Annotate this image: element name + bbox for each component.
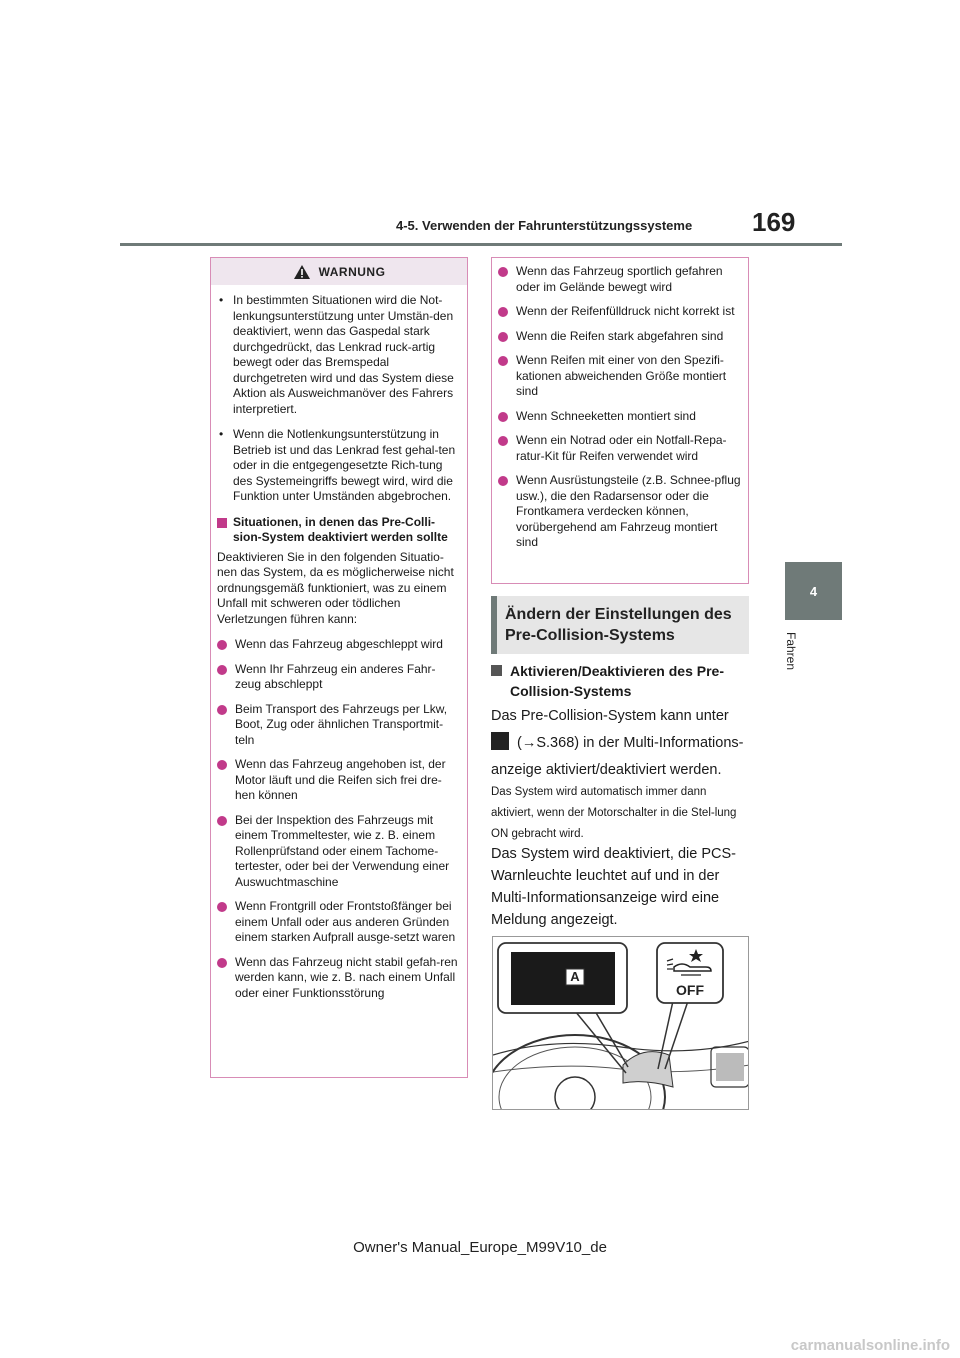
list-item: Wenn Reifen mit einer von den Spezifi-kationen abweichenden Größe montiert sind (498, 353, 742, 400)
chapter-label: Fahren (784, 631, 799, 671)
dashboard-illustration (492, 936, 749, 1110)
list-item: Wenn Ihr Fahrzeug ein anderes Fahr-zeug abschleppt (217, 662, 461, 693)
warning-body (211, 285, 467, 1001)
body-paragraph-2: Das System wird deaktiviert, die PCS-Warnleuchte leuchtet auf und in der Multi-Informationsanzeige wird eine Meldung angezeigt. (491, 846, 736, 928)
chapter-tab[interactable] (785, 562, 842, 620)
list-item: Wenn das Fahrzeug angehoben ist, der Motor läuft und die Reifen sich frei dre-hen können (217, 757, 461, 804)
list-item: Wenn das Fahrzeug abgeschleppt wird (217, 637, 461, 653)
square-bullet-icon (217, 518, 227, 528)
warning-bullet: • Wenn die Notlenkungsunterstützung in Betrieb ist und das Lenkrad fest gehal-ten oder in die entgegengesetzte Rich-tung des Systemeingriffs bewegt wird, wird die Funktion unter Umständen abgebrochen. (219, 427, 456, 503)
dashboard-drawing (493, 937, 749, 1110)
callout-label: A (570, 969, 580, 984)
watermark: carmanualsonline.info (790, 1337, 950, 1354)
off-indicator-text: OFF (676, 982, 704, 998)
list-item: Bei der Inspektion des Fahrzeugs mit einem Trommeltester, wie z. B. einem Rollenprüfstand oder einem Tachome-tertester, oder bei der Verwendung einer Auswuchtmaschine (217, 813, 461, 891)
warning-bullet: • In bestimmten Situationen wird die Not-lenkungsunterstützung unter Umstän-den deaktiviert, wenn das Gaspedal stark durchgedrückt, das Lenkrad ruck-artig bewegt oder das Bremspedal durchgetreten wird und das System diese Aktion als Ausweichmanöver des Fahrers interpretiert. (219, 293, 454, 416)
square-bullet-icon (491, 665, 502, 676)
section-heading: Ändern der Einstellungen des Pre-Collision-Systems (491, 596, 749, 654)
warning-box (210, 257, 468, 1078)
body-paragraph: Das Pre-Collision-System kann unter (→S.368) in der Multi-Informations-anzeige aktiviert/deaktiviert werden. (491, 708, 744, 778)
list-item: Wenn ein Notrad oder ein Notfall-Repa-ratur-Kit für Reifen verwendet wird (498, 433, 742, 464)
warning-header (211, 258, 467, 285)
warning-triangle-icon (293, 264, 311, 280)
subsection-heading: Aktivieren/Deaktivieren des Pre-Collision-Systems (491, 661, 749, 701)
page-number: 169 (752, 207, 796, 237)
warning-title: WARNUNG (318, 264, 386, 279)
chapter-number: 4 (809, 583, 818, 599)
list-item: Wenn die Reifen stark abgefahren sind (498, 329, 742, 345)
list-item: Wenn Schneeketten montiert sind (498, 409, 742, 425)
continued-warning-box (491, 257, 749, 584)
situations-heading: Situationen, in denen das Pre-Colli-sion-System deaktiviert werden sollte (217, 515, 461, 546)
list-item: Wenn das Fahrzeug sportlich gefahren oder im Gelände bewegt wird (498, 264, 742, 295)
note-paragraph: Das System wird automatisch immer dann aktiviert, wenn der Motorschalter in die Stel-lung ON gebracht wird. (491, 786, 737, 840)
list-item: Wenn der Reifenfülldruck nicht korrekt ist (498, 304, 742, 320)
list-item: Wenn Frontgrill oder Frontstoßfänger bei einem Unfall oder aus anderen Gründen einem starken Aufprall ausge-setzt waren (217, 899, 461, 946)
manual-id: Owner's Manual_Europe_M99V10_de (353, 1239, 607, 1256)
situations-intro: Deaktivieren Sie in den folgenden Situatio-nen das System, da es möglicherweise nicht ordnungsgemäß funktioniert, was zu einem Unfall mit schweren oder tödlichen Verletzungen führen kann: (217, 549, 454, 626)
chapter-label-wrap (780, 630, 810, 680)
list-item: Beim Transport des Fahrzeugs per Lkw, Boot, Zug oder ähnlichen Transportmit-teln (217, 702, 461, 749)
list-item: Wenn das Fahrzeug nicht stabil gefah-ren werden kann, wie z. B. nach einem Unfall oder einer Funktionsstörung (217, 955, 461, 1002)
list-item: Wenn Ausrüstungsteile (z.B. Schnee-pflug usw.), die den Radarsensor oder die Frontkamera verdecken können, vorübergehend am Fahrzeug montiert sind (498, 473, 742, 551)
section-title: 4-5. Verwenden der Fahrunterstützungssysteme (396, 218, 693, 233)
settings-gear-icon (491, 732, 509, 750)
header-rule (120, 243, 842, 246)
